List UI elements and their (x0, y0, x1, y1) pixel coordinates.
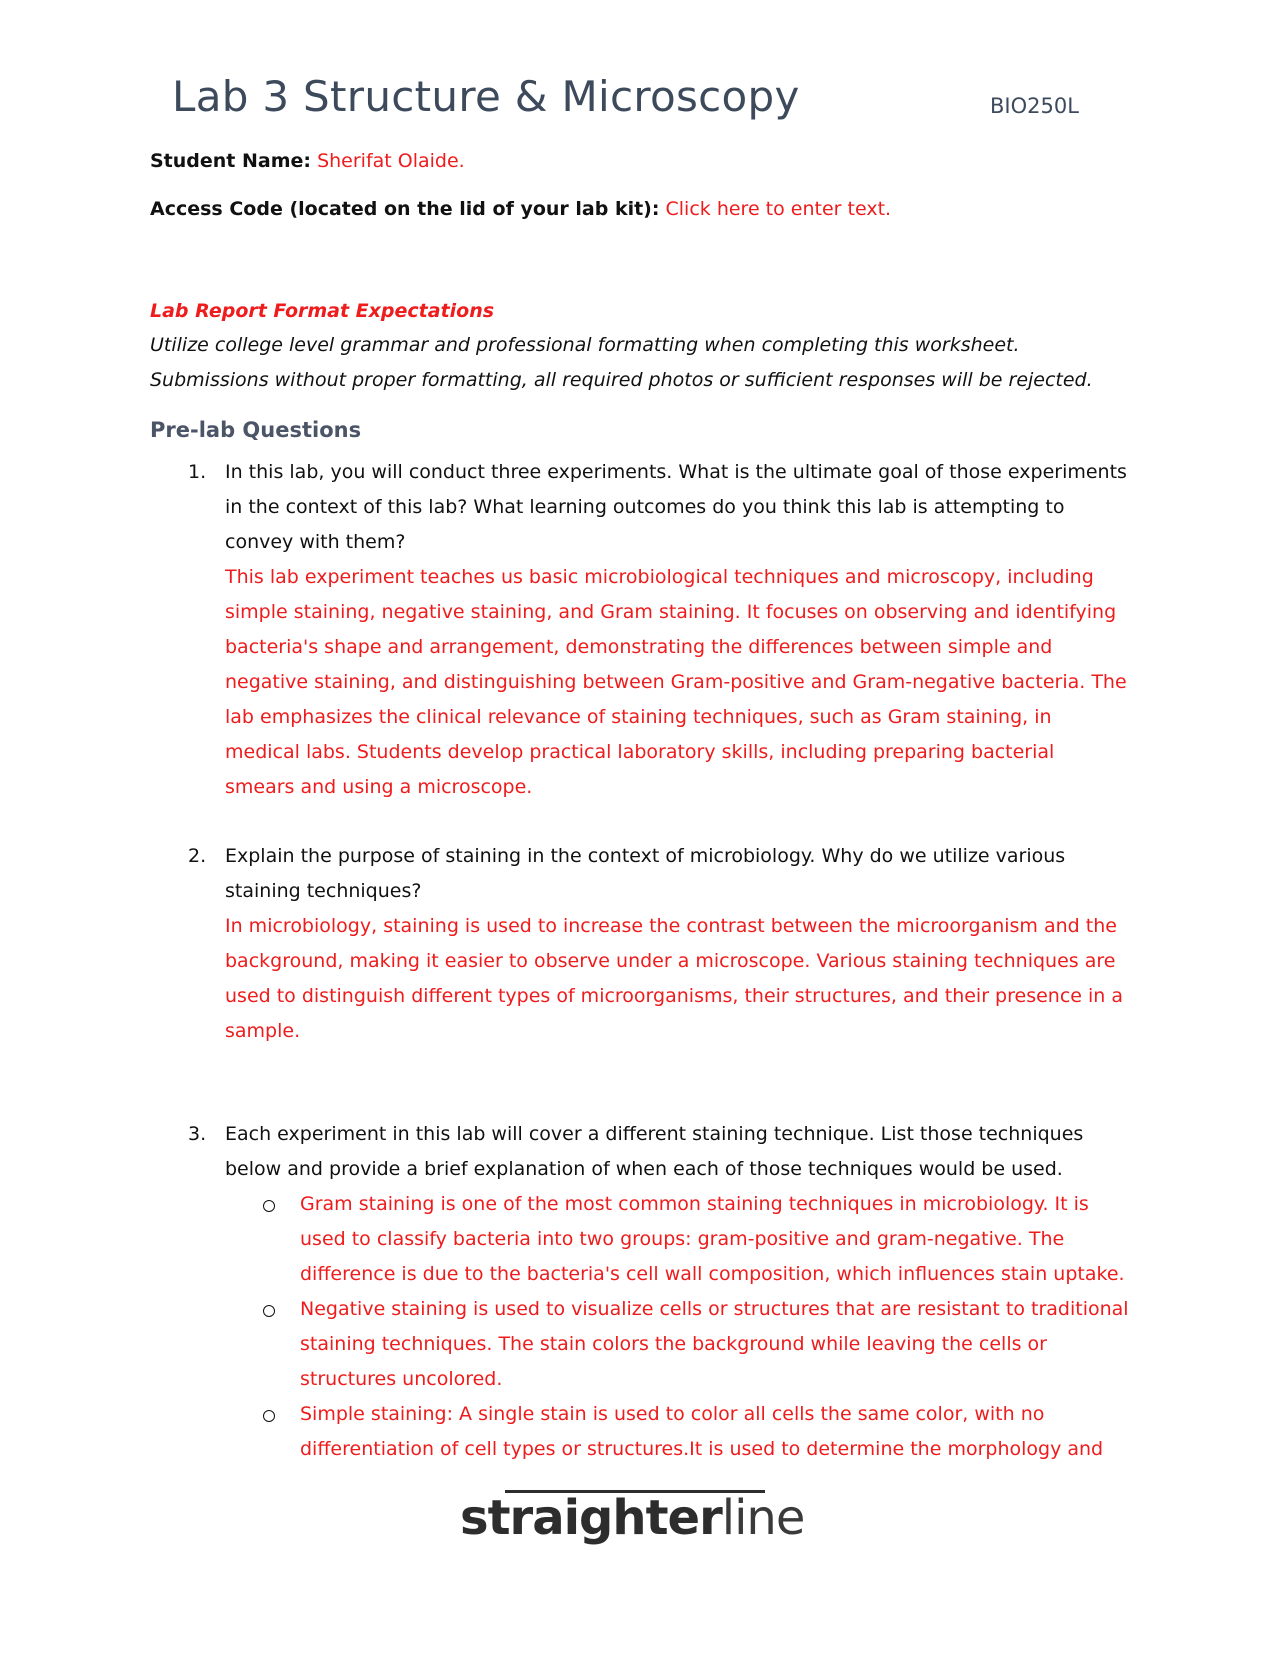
access-code-label: Access Code (located on the lid of your lab kit): (150, 198, 660, 220)
access-code-input[interactable]: Click here to enter text. (665, 198, 892, 220)
course-code: BIO250L (990, 94, 1079, 118)
student-name-label: Student Name: (150, 150, 312, 172)
bullet-text[interactable]: Negative staining is used to visualize cells or structures that are resistant to traditional staining techniques. The stain colors the background while leaving the cells or structures uncolored. (300, 1298, 1129, 1390)
question-number: 1. (188, 461, 207, 483)
access-code-row (150, 198, 891, 220)
student-name-row (150, 150, 465, 172)
question-text: Explain the purpose of staining in the context of microbiology. Why do we utilize various staining techniques? (225, 845, 1066, 902)
format-line-2: Submissions without proper formatting, all required photos or sufficient responses will be rejected. (150, 369, 1093, 391)
bullet-text[interactable]: Simple staining: A single stain is used to color all cells the same color, with no differentiation of cell types or structures.It is used to determine the morphology and (300, 1403, 1104, 1460)
format-line-1: Utilize college level grammar and professional formatting when completing this worksheet. (150, 334, 1020, 356)
bullet-circle-icon (263, 1305, 275, 1317)
list-item (263, 1397, 1133, 1467)
student-name-value[interactable]: Sherifat Olaide. (317, 150, 465, 172)
answer-text[interactable]: In microbiology, staining is used to increase the contrast between the microorganism and the background, making it easier to observe under a microscope. Various staining techniques are used to distinguish different types of microorganisms, their structures, and their presence in a sample. (225, 915, 1124, 1042)
prelab-heading: Pre-lab Questions (150, 418, 362, 442)
logo-wordmark (460, 1490, 804, 1546)
format-heading: Lab Report Format Expectations (150, 300, 495, 322)
logo-light-part: line (721, 1490, 805, 1546)
question-2 (188, 839, 1128, 1049)
question-3 (188, 1117, 1128, 1187)
list-item (263, 1187, 1133, 1292)
answer-text[interactable]: This lab experiment teaches us basic microbiological techniques and microscopy, including simple staining, negative staining, and Gram staining. It focuses on observing and identifying bacteria's shape and arrangement, demonstrating the differences between simple and negative staining, and distinguishing between Gram-positive and Gram-negative bacteria. The lab emphasizes the clinical relevance of staining techniques, such as Gram staining, in medical labs. Students develop practical laboratory skills, including preparing bacterial smears and using a microscope. (225, 566, 1127, 798)
question-1 (188, 455, 1128, 805)
page-title: Lab 3 Structure & Microscopy (172, 72, 800, 121)
list-item (263, 1292, 1133, 1397)
bullet-text[interactable]: Gram staining is one of the most common staining techniques in microbiology. It is used to classify bacteria into two groups: gram-positive and gram-negative. The difference is due to the bacteria's cell wall composition, which influences stain uptake. (300, 1193, 1125, 1285)
bullet-circle-icon (263, 1410, 275, 1422)
question-text: Each experiment in this lab will cover a different staining technique. List those techniques below and provide a brief explanation of when each of those techniques would be used. (225, 1123, 1084, 1180)
bullet-circle-icon (263, 1200, 275, 1212)
straighterline-logo (460, 1490, 804, 1562)
question-number: 2. (188, 845, 207, 867)
question-text: In this lab, you will conduct three experiments. What is the ultimate goal of those experiments in the context of this lab? What learning outcomes do you think this lab is attempting to convey with them? (225, 461, 1127, 553)
question-number: 3. (188, 1123, 207, 1145)
logo-bold-part: straighter (460, 1490, 722, 1546)
